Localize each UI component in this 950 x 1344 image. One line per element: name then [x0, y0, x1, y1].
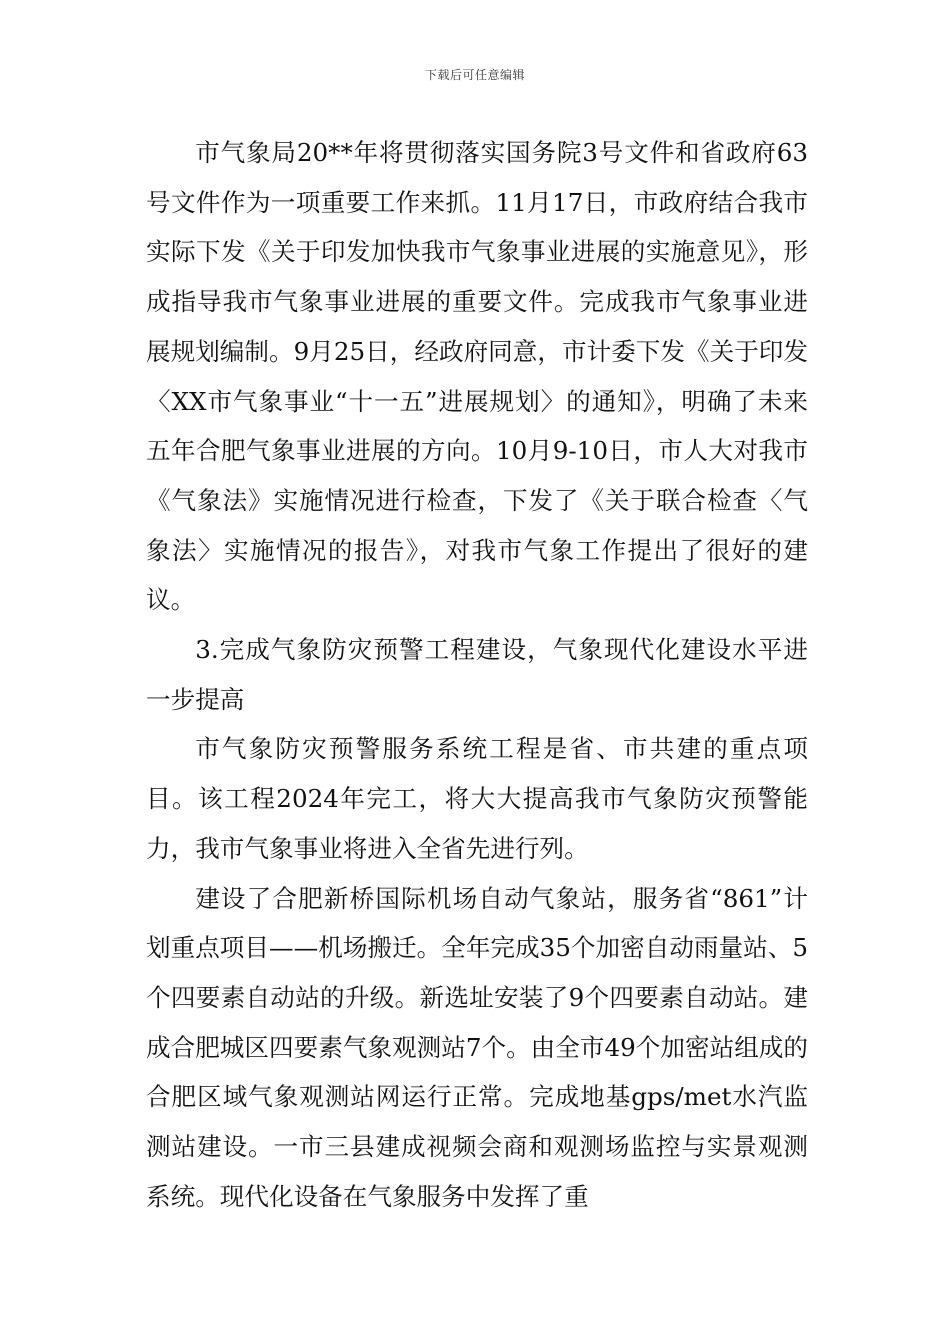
document-body	[146, 128, 808, 1221]
section-heading-3: 3.完成气象防灾预警工程建设，气象现代化建设水平进一步提高	[146, 635, 808, 714]
paragraph-station-construction: 建设了合肥新桥国际机场自动气象站，服务省“861”计划重点项目——机场搬迁。全年完成35个加密自动雨量站、5个四要素自动站的升级。新选址安装了9个四要素自动站。建成合肥城区四要素气象观测站7个。由全市49个加密站组成的合肥区域气象观测站网运行正常。完成地基gps/met水汽监测站建设。一市三县建成视频会商和观测场监控与实景观测系统。现代化设备在气象服务中发挥了重	[146, 883, 808, 1211]
paragraph-warning-system: 市气象防灾预警服务系统工程是省、市共建的重点项目。该工程2024年完工，将大大提高我市气象防灾预警能力，我市气象事业将进入全省先进行列。	[146, 734, 808, 863]
paragraph-policy-documents: 市气象局20**年将贯彻落实国务院3号文件和省政府63号文件作为一项重要工作来抓。11月17日，市政府结合我市实际下发《关于印发加快我市气象事业进展的实施意见》，形成指导我市气象事业进展的重要文件。完成我市气象事业进展规划编制。9月25日，经政府同意，市计委下发《关于印发〈XX市气象事业“十一五”进展规划〉的通知》，明确了未来五年合肥气象事业进展的方向。10月9-10日，市人大对我市《气象法》实施情况进行检查，下发了《关于联合检查〈气象法〉实施情况的报告》，对我市气象工作提出了很好的建议。	[146, 138, 808, 615]
page-header-note: 下载后可任意编辑	[424, 68, 525, 82]
